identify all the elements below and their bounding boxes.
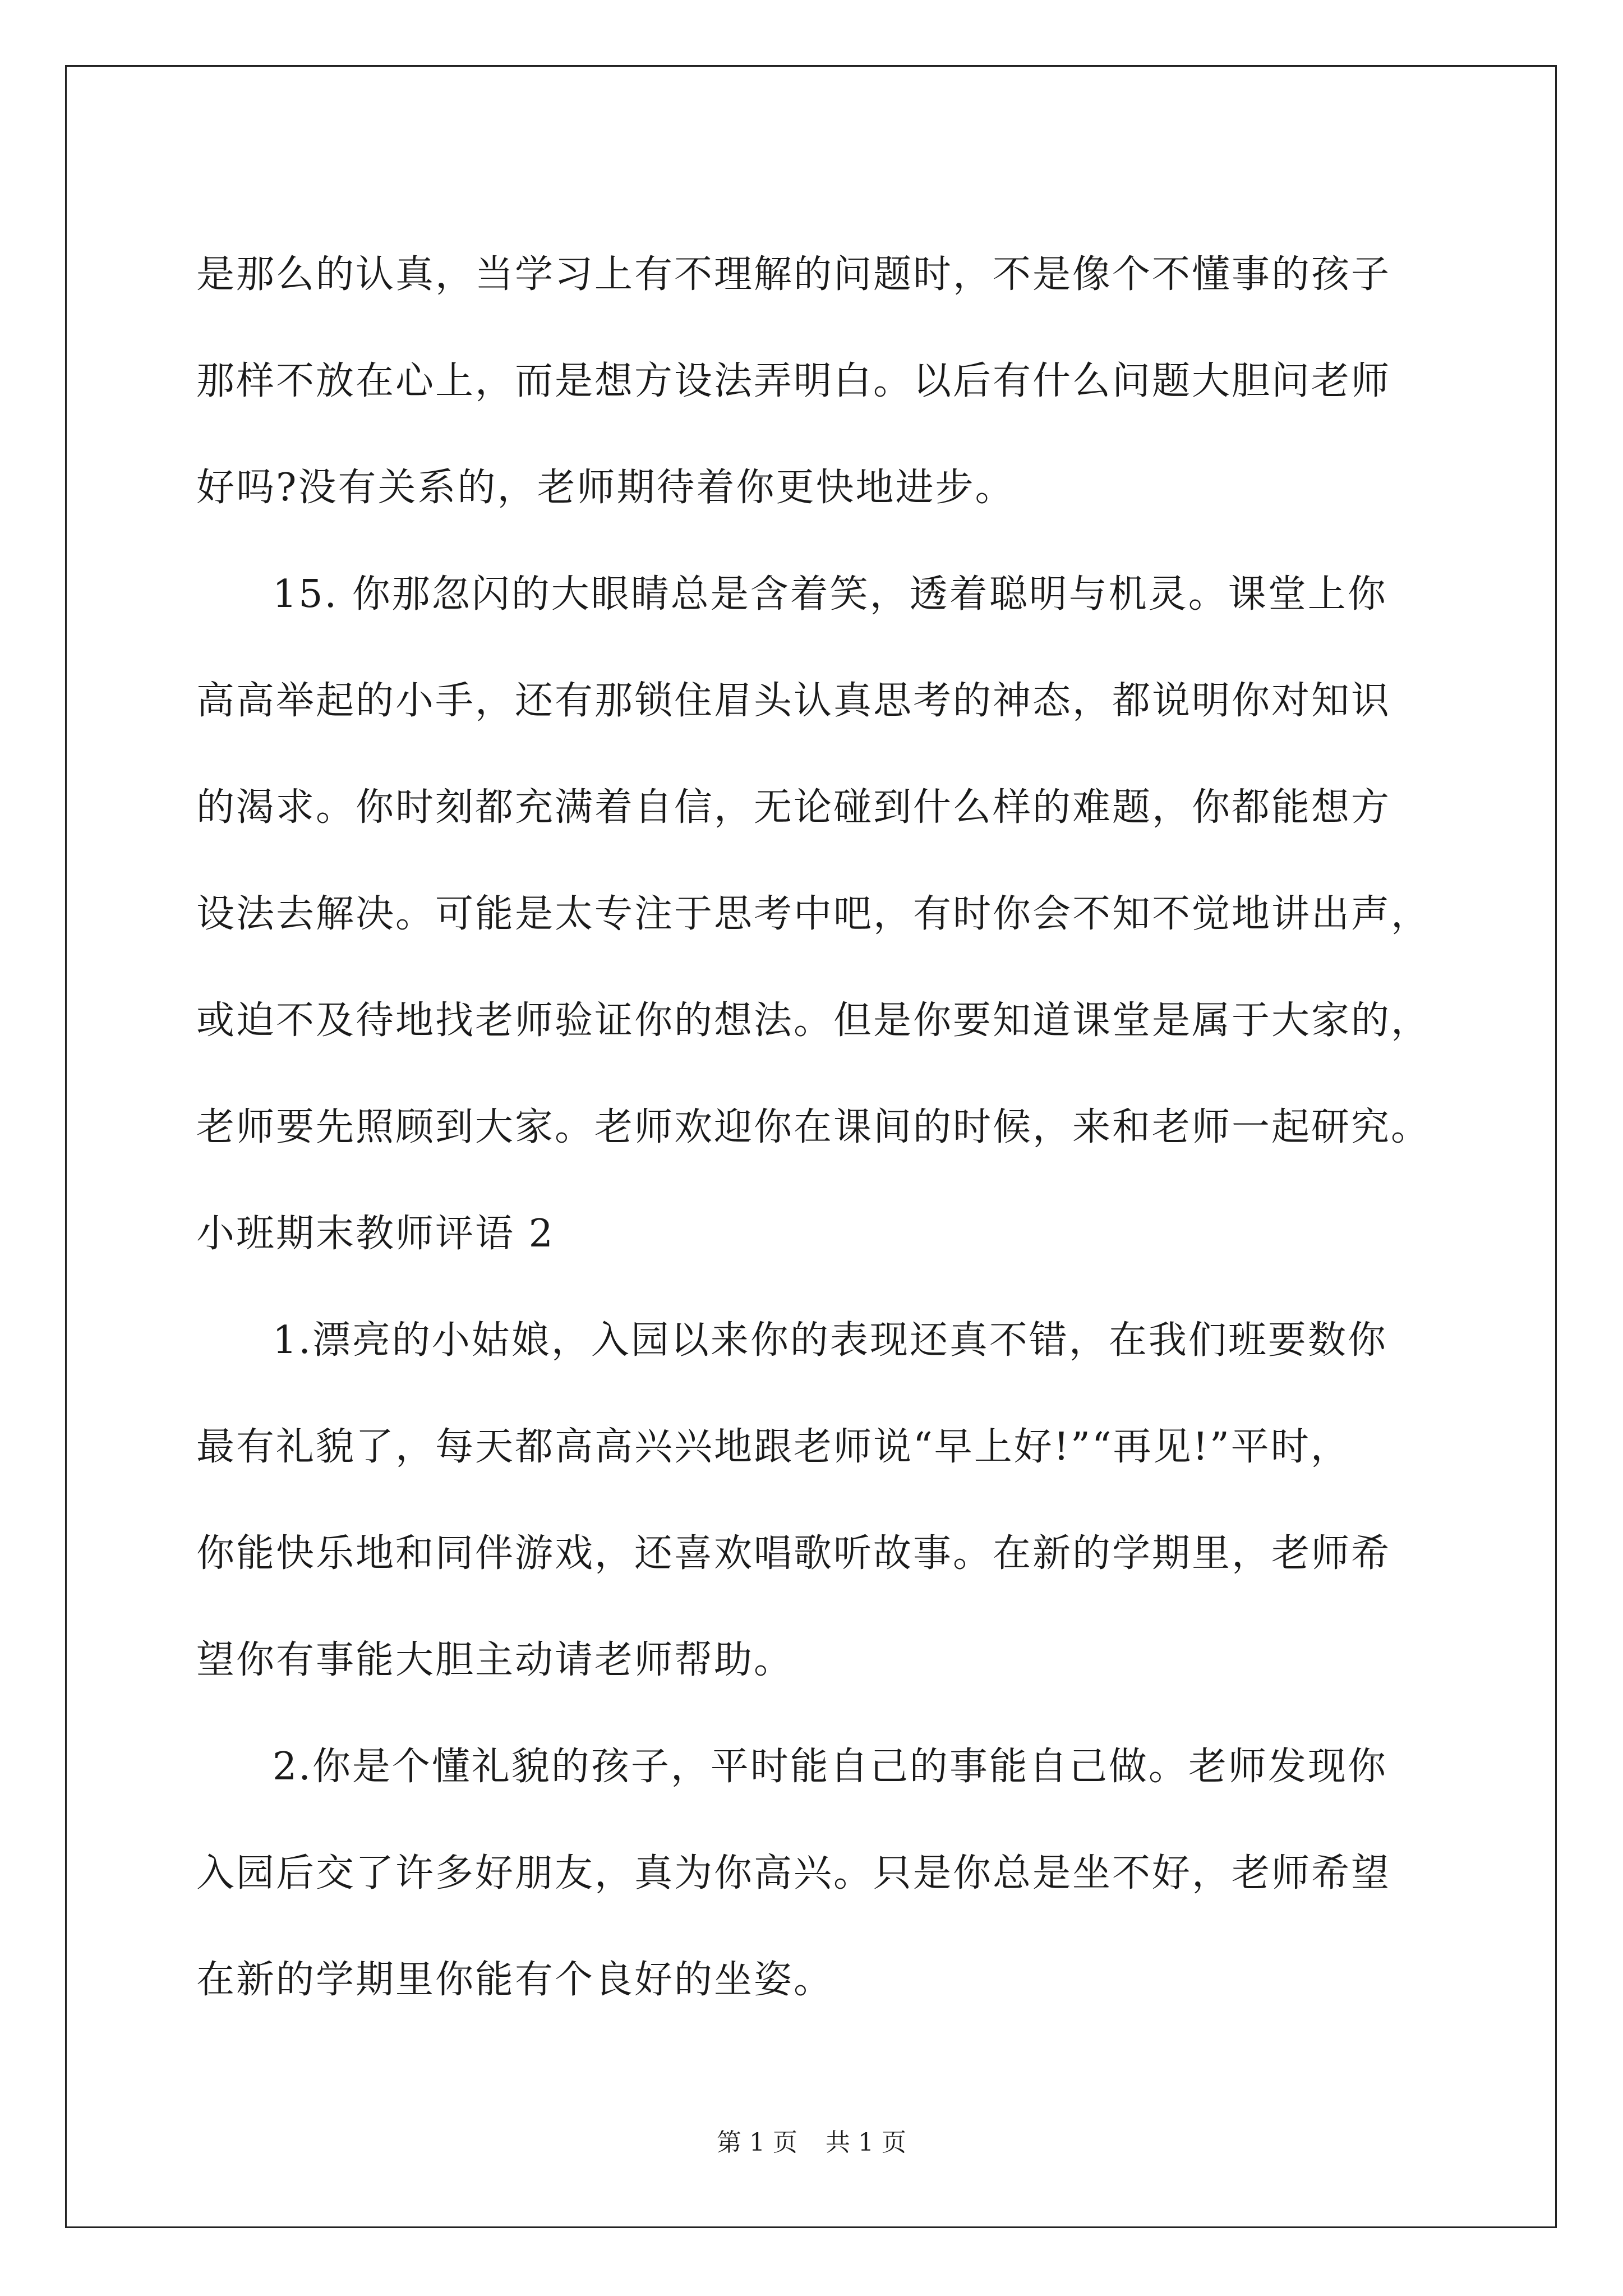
text-line: 是那么的认真，当学习上有不理解的问题时，不是像个不懂事的孩子 [196,252,1391,297]
text-line: 好吗?没有关系的，老师期待着你更快地进步。 [196,466,1015,510]
page-footer [0,2126,1623,2160]
text-line: 最有礼貌了，每天都高高兴兴地跟老师说“早上好!”“再见!”平时， [196,1425,1350,1469]
document-body [196,222,1430,2033]
text-line: 高高举起的小手，还有那锁住眉头认真思考的神态，都说明你对知识 [196,679,1391,723]
text-line: 你能快乐地和同伴游戏，还喜欢唱歌听故事。在新的学期里，老师希 [196,1531,1391,1576]
text-line: 入园后交了许多好朋友，真为你高兴。只是你总是坐不好，老师希望 [196,1851,1391,1895]
text-line: 或迫不及待地找老师验证你的想法。但是你要知道课堂是属于大家的， [196,999,1431,1043]
text-line: 的渴求。你时刻都充满着自信，无论碰到什么样的难题，你都能想方 [196,785,1391,830]
paragraph-start-line: 15. 你那忽闪的大眼睛总是含着笑，透着聪明与机灵。课堂上你 [273,572,1387,616]
page-number: 第 1 页 [717,2128,797,2157]
text-line: 那样不放在心上，而是想方设法弄明白。以后有什么问题大胆问老师 [196,359,1391,403]
section-heading: 小班期末教师评语 2 [196,1212,555,1256]
text-line: 老师要先照顾到大家。老师欢迎你在课间的时候，来和老师一起研究。 [196,1105,1431,1149]
paragraph-start-line: 2.你是个懂礼貌的孩子，平时能自己的事能自己做。老师发现你 [273,1745,1387,1789]
page-total: 共 1 页 [826,2128,906,2157]
text-line: 在新的学期里你能有个良好的坐姿。 [196,1958,834,2002]
paragraph-start-line: 1.漂亮的小姑娘，入园以来你的表现还真不错，在我们班要数你 [273,1318,1387,1363]
text-line: 望你有事能大胆主动请老师帮助。 [196,1638,794,1682]
text-line: 设法去解决。可能是太专注于思考中吧，有时你会不知不觉地讲出声， [196,892,1431,936]
